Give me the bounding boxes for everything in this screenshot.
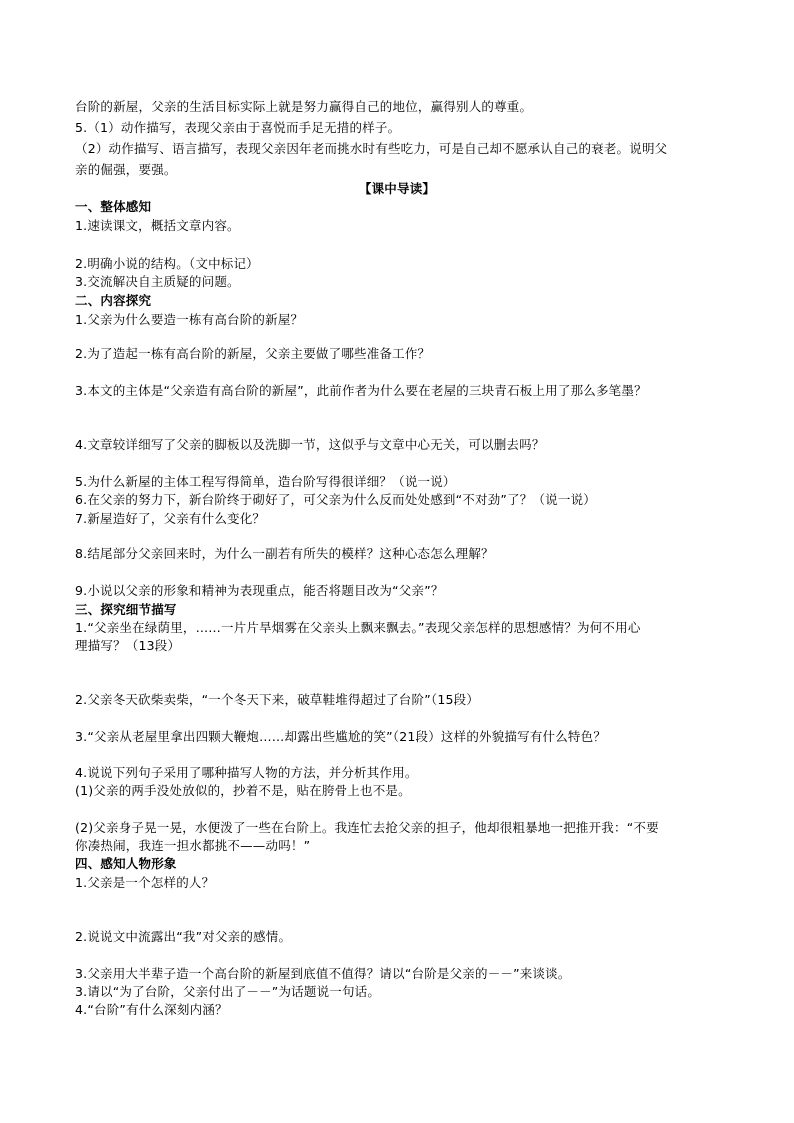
question-3-3: 3.“父亲从老屋里拿出四颗大鞭炮……却露出些尴尬的笑”（21段）这样的外貌描写有什么特色？ [75,729,607,744]
question-2-4: 4.文章较详细写了父亲的脚板以及洗脚一节，这似乎与文章中心无关，可以删去吗？ [75,437,545,452]
question-1-2: 2.明确小说的结构。（文中标记） [75,256,259,271]
heading-detail-description: 三、探究细节描写 [75,602,177,617]
question-1-3: 3.交流解决自主质疑的问题。 [75,274,240,289]
heading-character-image: 四、感知人物形象 [75,856,177,871]
answer-5-2: （2）动作描写、语言描写，表现父亲因年老而挑水时有些吃力，可是自己却不愿承认自己的衰老。说明父 [75,141,668,156]
answer-5-2-cont: 亲的倔强，要强。 [75,162,177,177]
question-4-2: 2.说说文中流露出“我”对父亲的感情。 [75,929,292,944]
question-4-1: 1.父亲是一个怎样的人？ [75,875,215,890]
answer-5-1: 5.（1）动作描写，表现父亲由于喜悦而手足无措的样子。 [75,120,401,135]
heading-overall-perception: 一、整体感知 [75,199,152,214]
question-3-4-sub-2-cont: 你凑热闹，我连一担水都挑不——动吗！” [75,838,311,853]
section-title-in-class: 【课中导读】 [358,181,436,196]
answer-continuation: 台阶的新屋，父亲的生活目标实际上就是努力赢得自己的地位，赢得别人的尊重。 [75,99,533,114]
question-3-1-cont: 理描写？（13段） [75,638,181,653]
question-3-2: 2.父亲冬天砍柴卖柴，“一个冬天下来，破草鞋堆得超过了台阶”（15段） [75,692,480,707]
question-4-3b: 3.请以“为了台阶，父亲付出了－－”为话题说一句话。 [75,984,381,999]
question-2-6: 6.在父亲的努力下，新台阶终于砌好了，可父亲为什么反而处处感到“不对劲”了？（说一说） [75,492,596,507]
question-4-4: 4.“台阶”有什么深刻内涵？ [75,1002,228,1017]
question-3-1: 1.“父亲坐在绿荫里，……一片片旱烟雾在父亲头上飘来飘去。”表现父亲怎样的思想感情？为何不用心 [75,620,641,635]
heading-content-exploration: 二、内容探究 [75,293,152,308]
question-3-4: 4.说说下列句子采用了哪种描写人物的方法，并分析其作用。 [75,765,418,780]
question-4-3: 3.父亲用大半辈子造一个高台阶的新屋到底值不值得？请以“台阶是父亲的－－”来谈谈。 [75,966,571,981]
question-1-1: 1.速读课文，概括文章内容。 [75,218,240,233]
question-2-2: 2.为了造起一栋有高台阶的新屋，父亲主要做了哪些准备工作？ [75,346,431,361]
question-2-8: 8.结尾部分父亲回来时，为什么一副若有所失的模样？这种心态怎么理解？ [75,546,494,561]
question-2-3: 3.本文的主体是“父亲造有高台阶的新屋”，此前作者为什么要在老屋的三块青石板上用了那么多笔墨？ [75,383,647,398]
question-2-5: 5.为什么新屋的主体工程写得简单，造台阶写得很详细？（说一说） [75,474,456,489]
question-3-4-sub-2: (2)父亲身子晃一晃，水便泼了一些在台阶上。我连忙去抢父亲的担子，他却很粗暴地一把推开我：“不要 [75,820,659,835]
question-2-1: 1.父亲为什么要造一栋有高台阶的新屋？ [75,312,304,327]
question-3-4-sub-1: (1)父亲的两手没处放似的，抄着不是，贴在胯骨上也不是。 [75,783,411,798]
question-2-9: 9.小说以父亲的形象和精神为表现重点，能否将题目改为“父亲”？ [75,583,444,598]
question-2-7: 7.新屋造好了，父亲有什么变化？ [75,511,266,526]
